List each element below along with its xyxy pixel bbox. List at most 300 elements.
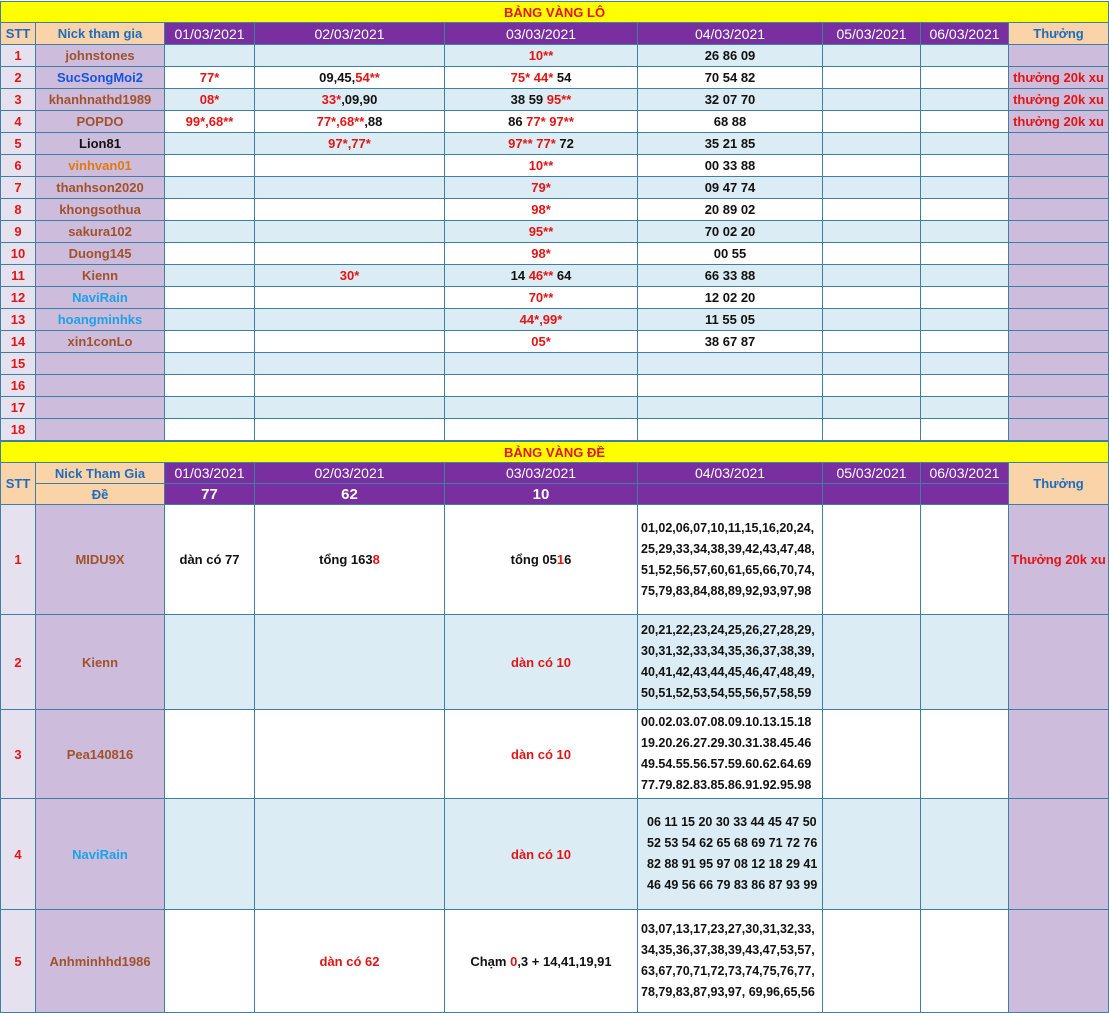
day-3-picks (445, 419, 638, 441)
day-3-picks (445, 397, 638, 419)
day-5-picks (823, 67, 921, 89)
nick-name: SucSongMoi2 (36, 67, 165, 89)
day-2-picks (255, 799, 445, 910)
day-4-picks: 70 54 82 (638, 67, 823, 89)
row-number: 9 (1, 221, 36, 243)
entry-text: 72 (555, 136, 574, 151)
day-6-picks (921, 199, 1009, 221)
day-1-picks (165, 111, 255, 133)
day-2-picks (255, 155, 445, 177)
day-1-picks (165, 710, 255, 799)
lo-row (1, 45, 1109, 67)
day-4-picks: 00 33 88 (638, 155, 823, 177)
day-5-picks (823, 397, 921, 419)
day-3-picks (445, 111, 638, 133)
entry-text: 64 (553, 268, 572, 283)
entry-text: 77*,68** (316, 114, 365, 129)
lo-header-date-3: 03/03/2021 (445, 23, 638, 45)
day-1-picks (165, 375, 255, 397)
entry-text: ,09,90 (341, 92, 378, 107)
day-1-picks (165, 309, 255, 331)
day-4-picks: 32 07 70 (638, 89, 823, 111)
reward-cell (1009, 177, 1109, 199)
day-2-picks (255, 309, 445, 331)
day-6-picks (921, 710, 1009, 799)
row-number: 18 (1, 419, 36, 441)
nick-name (36, 397, 165, 419)
de-header-de-label: Đề (36, 484, 165, 505)
row-number: 2 (1, 67, 36, 89)
day-6-picks (921, 287, 1009, 309)
de-header-nick: Nick Tham Gia (36, 463, 165, 484)
day-6-picks (921, 799, 1009, 910)
lo-header-nick: Nick tham gia (36, 23, 165, 45)
reward-cell (1009, 799, 1109, 910)
lo-row (1, 287, 1109, 309)
day-6-picks (921, 133, 1009, 155)
entry-text: 97** 77* (508, 136, 556, 151)
row-number: 1 (1, 505, 36, 615)
day-3-picks (445, 799, 638, 910)
number-list-line: 20,21,22,23,24,25,26,27,28,29, (641, 623, 815, 637)
day-4-picks: 20 89 02 (638, 199, 823, 221)
day-3-picks (445, 505, 638, 615)
entry-text: Chạm (470, 953, 511, 969)
nick-name: MIDU9X (36, 505, 165, 615)
de-row (1, 799, 1109, 910)
day-6-picks (921, 111, 1009, 133)
reward-cell (1009, 243, 1109, 265)
nick-name: sakura102 (36, 221, 165, 243)
day-4-number-list (638, 710, 823, 799)
entry-text: 6 (564, 552, 572, 567)
day-6-picks (921, 45, 1009, 67)
nick-name: khanhnathd1989 (36, 89, 165, 111)
day-1-picks (165, 353, 255, 375)
de-header-reward: Thưởng (1009, 463, 1109, 505)
nick-name: NaviRain (36, 799, 165, 910)
lo-row (1, 419, 1109, 441)
day-5-picks (823, 287, 921, 309)
day-4-picks: 35 21 85 (638, 133, 823, 155)
day-4-picks: 00 55 (638, 243, 823, 265)
nick-name: POPDO (36, 111, 165, 133)
day-4-picks: 66 33 88 (638, 265, 823, 287)
entry-text: 33* (321, 92, 342, 107)
day-4-picks (638, 375, 823, 397)
entry-text: dàn có 10 (511, 654, 571, 670)
entry-text: 54 (553, 70, 572, 85)
de-row (1, 505, 1109, 615)
day-2-picks (255, 710, 445, 799)
day-2-picks (255, 177, 445, 199)
row-number: 6 (1, 155, 36, 177)
number-list-line: 75,79,83,84,88,89,92,93,97,98 (641, 583, 812, 598)
day-2-picks (255, 331, 445, 353)
nick-name: johnstones (36, 45, 165, 67)
entry-text: 05* (531, 334, 551, 349)
nick-name: vinhvan01 (36, 155, 165, 177)
day-2-picks (255, 287, 445, 309)
entry-text: 08* (199, 92, 220, 107)
entry-text: 54** (355, 70, 380, 85)
row-number: 11 (1, 265, 36, 287)
lo-header-date-5: 05/03/2021 (823, 23, 921, 45)
day-5-picks (823, 45, 921, 67)
day-6-picks (921, 910, 1009, 1013)
reward-cell (1009, 155, 1109, 177)
entry-text: tổng 163 (319, 552, 373, 567)
day-5-picks (823, 910, 921, 1013)
number-list-line: 52 53 54 62 65 68 69 71 72 76 (647, 836, 818, 850)
de-row (1, 910, 1109, 1013)
day-2-picks (255, 199, 445, 221)
day-4-picks (638, 397, 823, 419)
reward-cell (1009, 710, 1109, 799)
de-header-stt: STT (1, 463, 36, 505)
day-6-picks (921, 309, 1009, 331)
day-4-number-list (638, 505, 823, 615)
nick-name: hoangminhks (36, 309, 165, 331)
row-number: 5 (1, 910, 36, 1013)
reward-cell: thưởng 20k xu (1009, 67, 1109, 89)
day-4-picks: 70 02 20 (638, 221, 823, 243)
lo-row (1, 221, 1109, 243)
day-6-picks (921, 397, 1009, 419)
day-2-picks (255, 910, 445, 1013)
entry-text: tổng 05 (510, 552, 557, 567)
reward-cell (1009, 397, 1109, 419)
entry-text: 99*,68** (185, 114, 234, 129)
day-4-picks: 68 88 (638, 111, 823, 133)
day-6-picks (921, 265, 1009, 287)
reward-cell (1009, 309, 1109, 331)
day-1-picks (165, 397, 255, 419)
day-5-picks (823, 353, 921, 375)
lo-row (1, 309, 1109, 331)
lo-row (1, 265, 1109, 287)
day-5-picks (823, 111, 921, 133)
day-1-picks (165, 265, 255, 287)
reward-cell (1009, 221, 1109, 243)
day-6-picks (921, 505, 1009, 615)
entry-text: 46** (528, 268, 554, 283)
day-1-picks (165, 199, 255, 221)
row-number: 4 (1, 799, 36, 910)
day-1-picks (165, 67, 255, 89)
number-list-line: 40,41,42,43,44,45,46,47,48,49, (641, 665, 815, 679)
row-number: 5 (1, 133, 36, 155)
row-number: 16 (1, 375, 36, 397)
day-3-picks (445, 265, 638, 287)
row-number: 17 (1, 397, 36, 419)
day-4-picks: 12 02 20 (638, 287, 823, 309)
de-result-3: 10 (445, 484, 638, 505)
day-1-picks (165, 133, 255, 155)
entry-text: dàn có 10 (511, 846, 571, 862)
day-2-picks (255, 615, 445, 710)
number-list-line: 19.20.26.27.29.30.31.38.45.46 (641, 736, 812, 750)
de-result-4 (638, 484, 823, 505)
day-6-picks (921, 375, 1009, 397)
number-list-line: 51,52,56,57,60,61,65,66,70,74, (641, 562, 815, 577)
reward-cell (1009, 287, 1109, 309)
number-list-line: 34,35,36,37,38,39,43,47,53,57, (641, 943, 815, 957)
lo-table (0, 1, 1109, 441)
entry-text: 95** (546, 92, 572, 107)
lo-row (1, 331, 1109, 353)
day-3-picks (445, 375, 638, 397)
entry-text: 98* (531, 246, 551, 261)
day-3-picks (445, 910, 638, 1013)
day-5-picks (823, 177, 921, 199)
day-5-picks (823, 710, 921, 799)
day-4-picks: 38 67 87 (638, 331, 823, 353)
entry-text: 86 (508, 114, 527, 129)
day-6-picks (921, 89, 1009, 111)
day-3-picks (445, 45, 638, 67)
reward-cell: thưởng 20k xu (1009, 111, 1109, 133)
day-4-number-list (638, 799, 823, 910)
de-table (0, 441, 1109, 1013)
day-1-picks (165, 419, 255, 441)
day-3-picks (445, 287, 638, 309)
number-list-line: 01,02,06,07,10,11,15,16,20,24, (641, 520, 815, 535)
day-4-number-list (638, 615, 823, 710)
reward-cell (1009, 353, 1109, 375)
de-row (1, 615, 1109, 710)
reward-cell (1009, 133, 1109, 155)
day-6-picks (921, 419, 1009, 441)
row-number: 1 (1, 45, 36, 67)
entry-text: 77* (199, 70, 220, 85)
number-list-line: 06 11 15 20 30 33 44 45 47 50 (647, 815, 817, 829)
number-list-line: 00.02.03.07.08.09.10.13.15.18 (641, 715, 812, 729)
day-4-picks: 26 86 09 (638, 45, 823, 67)
day-1-picks (165, 177, 255, 199)
day-5-picks (823, 615, 921, 710)
lo-header-reward: Thưởng (1009, 23, 1109, 45)
lo-header-date-2: 02/03/2021 (255, 23, 445, 45)
lo-header-date-4: 04/03/2021 (638, 23, 823, 45)
day-1-picks (165, 155, 255, 177)
day-5-picks (823, 331, 921, 353)
number-list-line: 30,31,32,33,34,35,36,37,38,39, (641, 644, 815, 658)
reward-cell (1009, 45, 1109, 67)
number-list-line: 50,51,52,53,54,55,56,57,58,59 (641, 686, 812, 700)
entry-text: 8 (372, 552, 380, 567)
day-3-picks (445, 710, 638, 799)
reward-cell: thưởng 20k xu (1009, 89, 1109, 111)
lo-row (1, 89, 1109, 111)
day-5-picks (823, 243, 921, 265)
day-1-picks (165, 89, 255, 111)
de-title: BẢNG VÀNG ĐỀ (1, 442, 1109, 463)
day-2-picks (255, 505, 445, 615)
day-1-picks (165, 287, 255, 309)
de-result-6 (921, 484, 1009, 505)
entry-text: 09,45, (319, 70, 356, 85)
day-2-picks (255, 397, 445, 419)
row-number: 2 (1, 615, 36, 710)
reward-cell: Thưởng 20k xu (1009, 505, 1109, 615)
number-list-line: 82 88 91 95 97 08 12 18 29 41 (647, 857, 818, 871)
de-result-1: 77 (165, 484, 255, 505)
day-3-picks (445, 133, 638, 155)
day-1-picks (165, 615, 255, 710)
nick-name: Pea140816 (36, 710, 165, 799)
de-row (1, 710, 1109, 799)
day-5-picks (823, 419, 921, 441)
day-1-picks (165, 799, 255, 910)
day-5-picks (823, 155, 921, 177)
day-4-picks (638, 353, 823, 375)
entry-text: 75* 44* (510, 70, 554, 85)
entry-text: 97*,77* (328, 136, 371, 151)
entry-text: 77* 97** (526, 114, 574, 129)
day-5-picks (823, 133, 921, 155)
nick-name: NaviRain (36, 287, 165, 309)
day-2-picks (255, 133, 445, 155)
day-6-picks (921, 67, 1009, 89)
day-4-number-list (638, 910, 823, 1013)
day-5-picks (823, 265, 921, 287)
number-list-line: 25,29,33,34,38,39,42,43,47,48, (641, 541, 815, 556)
reward-cell (1009, 615, 1109, 710)
reward-cell (1009, 331, 1109, 353)
de-result-2: 62 (255, 484, 445, 505)
row-number: 14 (1, 331, 36, 353)
number-list-line: 78,79,83,87,93,97, 69,96,65,56 (641, 985, 815, 999)
de-header-date-6: 06/03/2021 (921, 463, 1009, 484)
day-4-picks: 11 55 05 (638, 309, 823, 331)
day-6-picks (921, 615, 1009, 710)
entry-text: dàn có 10 (511, 746, 571, 762)
number-list-line: 49.54.55.56.57.59.60.62.64.69 (641, 757, 812, 771)
lo-row (1, 177, 1109, 199)
day-3-picks (445, 177, 638, 199)
lo-header-date-6: 06/03/2021 (921, 23, 1009, 45)
nick-name: Kienn (36, 615, 165, 710)
entry-text: 30* (339, 268, 360, 283)
number-list-line: 63,67,70,71,72,73,74,75,76,77, (641, 964, 815, 978)
nick-name: thanhson2020 (36, 177, 165, 199)
row-number: 3 (1, 710, 36, 799)
de-header-date-5: 05/03/2021 (823, 463, 921, 484)
day-2-picks (255, 221, 445, 243)
number-list-line: 03,07,13,17,23,27,30,31,32,33, (641, 922, 815, 936)
lo-row (1, 133, 1109, 155)
entry-text: 0 (510, 953, 518, 969)
nick-name (36, 375, 165, 397)
day-1-picks (165, 910, 255, 1013)
day-3-picks (445, 615, 638, 710)
row-number: 13 (1, 309, 36, 331)
nick-name: Anhminhhd1986 (36, 910, 165, 1013)
entry-text: 10** (528, 48, 554, 63)
entry-text: ,88 (364, 114, 383, 129)
entry-text: 38 59 (510, 92, 547, 107)
day-1-picks (165, 331, 255, 353)
entry-text: 79* (531, 180, 551, 195)
row-number: 4 (1, 111, 36, 133)
day-6-picks (921, 177, 1009, 199)
day-3-picks (445, 89, 638, 111)
nick-name: khongsothua (36, 199, 165, 221)
nick-name (36, 353, 165, 375)
entry-text: 1 (556, 552, 565, 567)
de-result-5 (823, 484, 921, 505)
entry-text: dàn có 77 (179, 552, 240, 567)
reward-cell (1009, 375, 1109, 397)
day-5-picks (823, 199, 921, 221)
day-2-picks (255, 265, 445, 287)
day-1-picks (165, 221, 255, 243)
day-2-picks (255, 353, 445, 375)
lo-row (1, 243, 1109, 265)
nick-name: Lion81 (36, 133, 165, 155)
day-2-picks (255, 375, 445, 397)
day-4-picks: 09 47 74 (638, 177, 823, 199)
day-2-picks (255, 89, 445, 111)
day-3-picks (445, 309, 638, 331)
row-number: 12 (1, 287, 36, 309)
row-number: 7 (1, 177, 36, 199)
day-6-picks (921, 221, 1009, 243)
day-2-picks (255, 45, 445, 67)
lo-row (1, 155, 1109, 177)
day-5-picks (823, 89, 921, 111)
nick-name (36, 419, 165, 441)
de-header-date-3: 03/03/2021 (445, 463, 638, 484)
number-list-line: 77.79.82.83.85.86.91.92.95.98 (641, 778, 812, 792)
entry-text: 95** (528, 224, 554, 239)
day-3-picks (445, 221, 638, 243)
day-2-picks (255, 111, 445, 133)
lo-title: BẢNG VÀNG LÔ (1, 2, 1109, 23)
lo-row (1, 111, 1109, 133)
lo-row (1, 397, 1109, 419)
reward-cell (1009, 910, 1109, 1013)
day-3-picks (445, 67, 638, 89)
number-list-line: 46 49 56 66 79 83 86 87 93 99 (647, 878, 818, 892)
reward-cell (1009, 199, 1109, 221)
nick-name: Kienn (36, 265, 165, 287)
de-header-date-2: 02/03/2021 (255, 463, 445, 484)
day-3-picks (445, 155, 638, 177)
entry-text: dàn có 62 (319, 953, 380, 969)
day-3-picks (445, 353, 638, 375)
row-number: 8 (1, 199, 36, 221)
entry-text: 98* (531, 202, 551, 217)
day-4-picks (638, 419, 823, 441)
lo-row (1, 199, 1109, 221)
day-3-picks (445, 331, 638, 353)
lo-header-date-1: 01/03/2021 (165, 23, 255, 45)
lo-row (1, 353, 1109, 375)
row-number: 15 (1, 353, 36, 375)
day-2-picks (255, 419, 445, 441)
lo-row (1, 67, 1109, 89)
de-header-date-1: 01/03/2021 (165, 463, 255, 484)
day-5-picks (823, 309, 921, 331)
day-2-picks (255, 243, 445, 265)
entry-text: 10** (528, 158, 554, 173)
entry-text: 70** (528, 290, 554, 305)
nick-name: Duong145 (36, 243, 165, 265)
day-5-picks (823, 799, 921, 910)
reward-cell (1009, 265, 1109, 287)
